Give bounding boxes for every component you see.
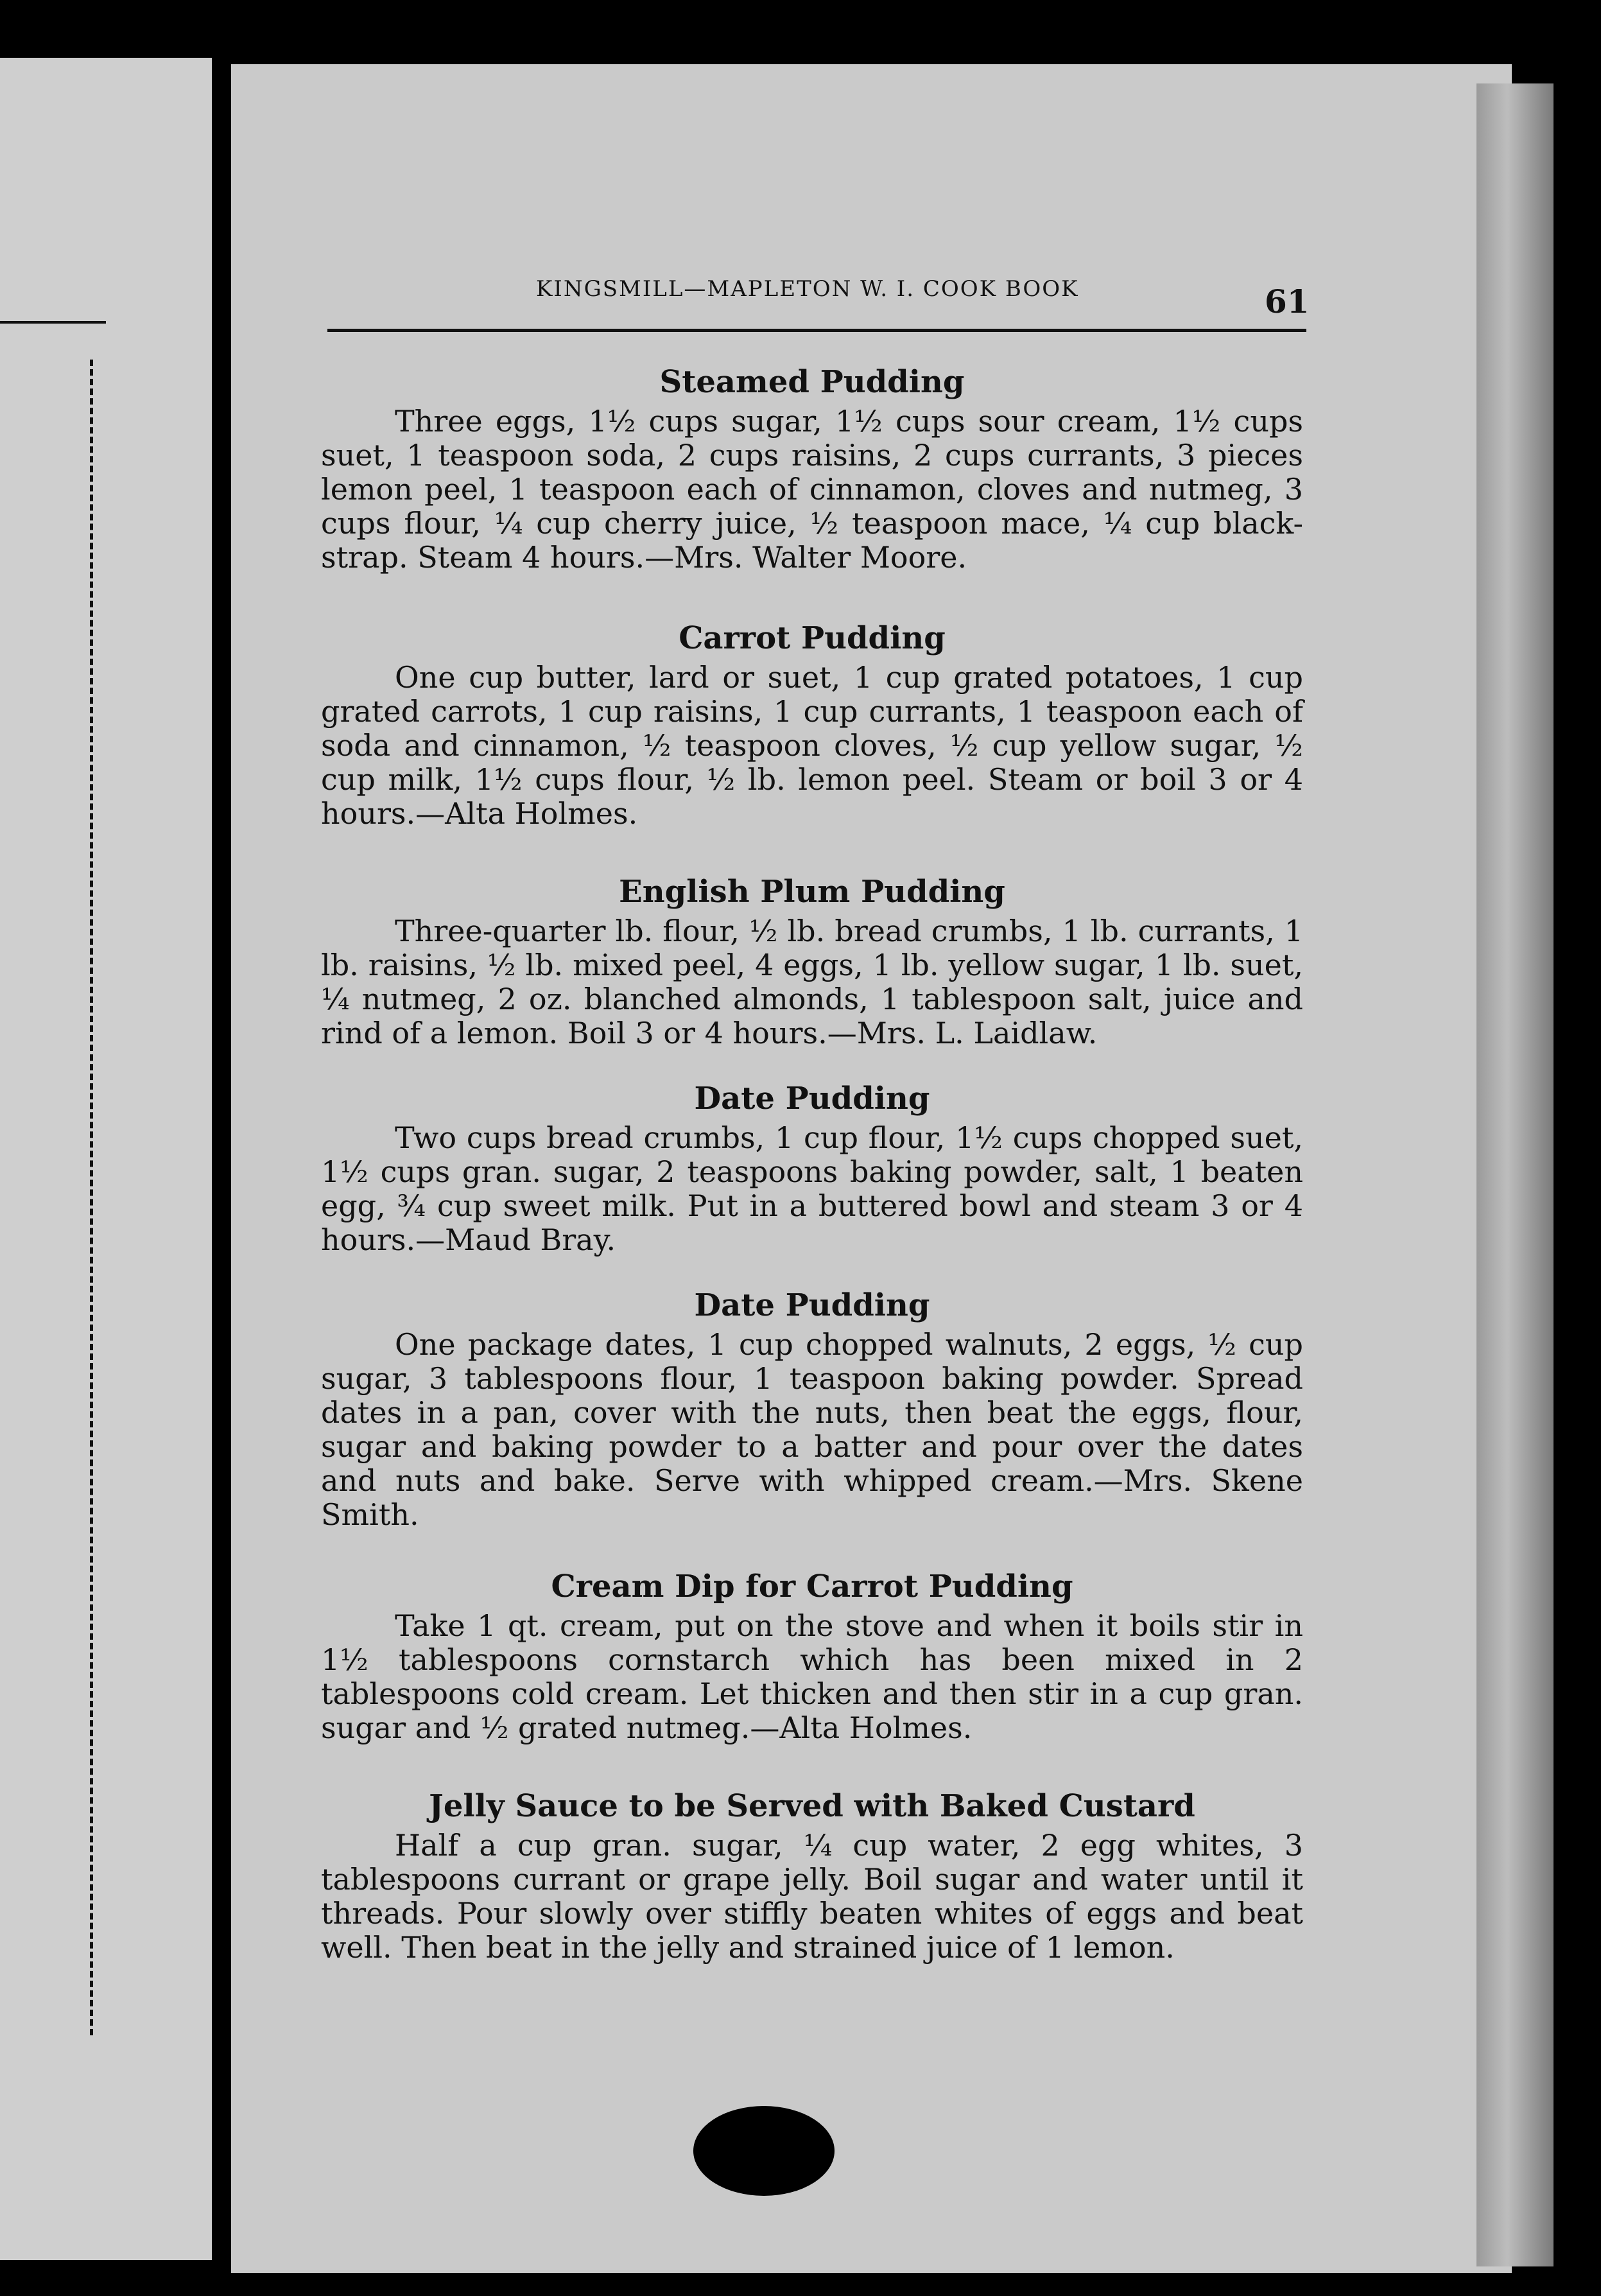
recipe xyxy=(321,869,1303,1050)
recipe-title: Date Pudding xyxy=(694,1081,930,1117)
recipe-title: English Plum Pudding xyxy=(619,874,1005,910)
recipe-body: Half a cup gran. sugar, ¼ cup water, 2 egg whites, 3 tablespoons currant or grape jelly. Boil sugar and water until it threads. Pour slowly over stiffly beaten whites of eggs and beat well. Then beat in the jelly and strained juice of 1 lemon. xyxy=(321,1828,1303,1965)
left-page-dashed-border xyxy=(0,360,93,2035)
recipe-title: Steamed Pudding xyxy=(659,364,965,400)
recipe-title: Date Pudding xyxy=(694,1287,930,1323)
recipe-title: Cream Dip for Carrot Pudding xyxy=(551,1569,1073,1605)
recipe xyxy=(321,1564,1303,1745)
recipe xyxy=(321,1784,1303,1965)
recipe-body: Three-quarter lb. flour, ½ lb. bread crumbs, 1 lb. currants, 1 lb. raisins, ½ lb. mixed peel, 4 eggs, 1 lb. yellow sugar, 1 lb. suet, ¼ nutmeg, 2 oz. blanched almonds, 1 tablespoon salt, juice and rind of a lemon. Boil 3 or 4 hours.—Mrs. L. Laidlaw. xyxy=(321,914,1303,1050)
recipe-title: Jelly Sauce to be Served with Baked Custard xyxy=(429,1788,1195,1824)
book-gutter xyxy=(212,0,231,2296)
recipe-title: Carrot Pudding xyxy=(679,620,946,656)
recipe xyxy=(321,1076,1303,1257)
ink-blot xyxy=(693,2106,835,2196)
left-page-rule xyxy=(0,321,106,324)
recipe xyxy=(321,1283,1303,1532)
recipe-body: One cup butter, lard or suet, 1 cup grated potatoes, 1 cup grated carrots, 1 cup raisins, 1 cup currants, 1 teaspoon each of soda and cinnamon, ½ teaspoon cloves, ½ cup yellow sugar, ½ cup milk, 1½ cups flour, ½ lb. lemon peel. Steam or boil 3 or 4 hours.—Alta Holmes. xyxy=(321,660,1303,831)
recipe-body: Three eggs, 1½ cups sugar, 1½ cups sour cream, 1½ cups suet, 1 teaspoon soda, 2 cups raisins, 2 cups currants, 3 pieces lemon peel, 1 teaspoon each of cinnamon, cloves and nutmeg, 3 cups flour, ¼ cup cherry juice, ½ teaspoon mace, ¼ cup black-strap. Steam 4 hours.—Mrs. Walter Moore. xyxy=(321,404,1303,575)
recipe-body: Take 1 qt. cream, put on the stove and when it boils stir in 1½ tablespoons cornstarch which has been mixed in 2 tablespoons cold cream. Let thicken and then stir in a cup gran. sugar and ½ grated nutmeg.—Alta Holmes. xyxy=(321,1608,1303,1745)
page-number: 61 xyxy=(1265,283,1310,320)
recipe xyxy=(321,360,1303,575)
page-edge xyxy=(1476,83,1553,2266)
recipe xyxy=(321,616,1303,831)
recipe-body: Two cups bread crumbs, 1 cup flour, 1½ cups chopped suet, 1½ cups gran. sugar, 2 teaspoons baking powder, salt, 1 beaten egg, ¾ cup sweet milk. Put in a buttered bowl and steam 3 or 4 hours.—Maud Bray. xyxy=(321,1120,1303,1257)
running-header: KINGSMILL—MAPLETON W. I. COOK BOOK xyxy=(536,276,1079,302)
recipe-body: One package dates, 1 cup chopped walnuts, 2 eggs, ½ cup sugar, 3 tablespoons flour, 1 teaspoon baking powder. Spread dates in a pan, cover with the nuts, then beat the eggs, flour, sugar and baking powder to a batter and pour over the dates and nuts and bake. Serve with whipped cream.—Mrs. Skene Smith. xyxy=(321,1327,1303,1532)
header-rule xyxy=(327,329,1306,332)
recipe-list xyxy=(321,360,1303,1965)
